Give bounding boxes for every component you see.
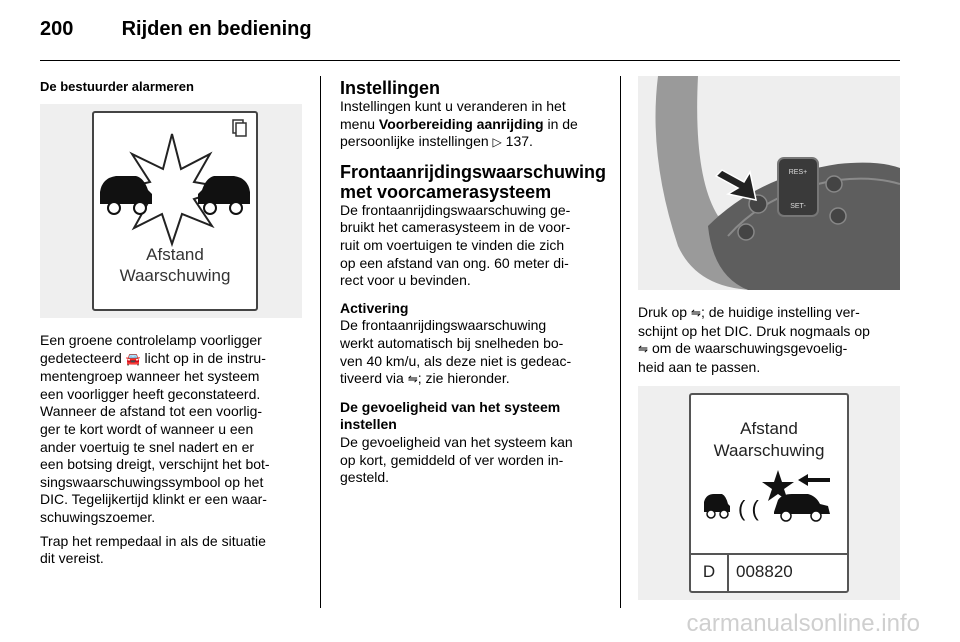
activation-line: De frontaanrijdingswaarschuwing [340,317,547,334]
sensitivity-line: De gevoeligheid van het systeem kan [340,433,573,450]
right-line: Druk op ⇋; de huidige instelling ver- [638,304,900,323]
para1-line-with-icon: gedetecteerd 🚘 licht op in de instru- [40,350,310,369]
para1-line: ander voertuig te snel nadert en er [40,438,255,455]
menu-name: Voorbereiding aanrijding [378,115,544,132]
steering-wheel-figure [638,76,900,290]
activation-subheading: Activering [340,299,409,316]
para1-line: schuwingszoemer. [40,508,156,525]
watermark: carmanualsonline.info [686,610,920,637]
para1-line: een botsing dreigt, verschijnt het bot- [40,456,270,473]
forward-collision-icon: ⇋ [690,306,701,320]
settings-line: Instellingen kunt u veranderen in het [340,98,566,114]
right-body [638,304,900,376]
steering-wheel-illustration [638,76,900,290]
right-line: ⇋ om de waarschuwingsgevoelig- [638,340,900,359]
fcw-heading-line: Frontaanrijdingswaarschuwing [340,161,607,182]
para1-line: DIC. Tegelijkertijd klinkt er een waar- [40,491,267,508]
fcw-line: op een afstand van ong. 60 meter di- [340,254,569,271]
page-number: 200 [40,18,74,40]
sensitivity-subheading-line: De gevoeligheid van het systeem [340,398,561,415]
activation-line: tiveerd via ⇋; zie hieronder. [340,370,610,389]
code-number: 008820 [736,562,793,581]
column-divider-2 [620,76,621,608]
para1-line: mentengroep wanneer het systeem [40,368,260,385]
settings-line: menu Voorbereiding aanrijding in de [340,115,578,132]
para1-line: ger te kort wordt of wanneer u een [40,420,254,437]
section-heading: De bestuurder alarmeren [40,79,194,94]
res-label: RES+ [788,169,808,176]
cancel-button-icon [826,176,842,192]
speed-button-icon [738,224,754,240]
settings-line: persoonlijke instellingen ▷ 137. [340,133,610,152]
para1-line: singswaarschuwingssymbool op het [40,473,264,490]
figure3-line2: Waarschuwing [713,441,825,460]
figure3-caption [690,418,848,462]
fcw-line: rect voor u bevinden. [340,272,471,289]
middle-column [340,78,610,487]
para1-line: een voorligger heeft geconstateerd. [40,385,261,402]
dic-display-figure [638,386,900,600]
figure1-caption [93,244,257,286]
set-label: SET- [790,203,806,210]
fcw-line: bruikt het camerasysteem in de voor- [340,219,571,236]
left-column [40,78,310,96]
fcw-line: ruit om voertuigen te vinden die zich [340,236,565,253]
sensitivity-subheading-line: instellen [340,416,397,433]
header-rule [40,60,900,61]
para2-line: dit vereist. [40,550,104,567]
fcw-heading-line: met voorcamerasysteem [340,181,552,202]
car-front-icon: 🚘 [125,351,141,366]
figure1-line1: Afstand [146,245,204,264]
figure3-line1: Afstand [740,419,798,438]
code-letter: D [702,562,716,581]
settings-heading: Instellingen [340,78,441,98]
figure1-line2: Waarschuwing [119,266,231,285]
activation-line: ven 40 km/u, als deze niet is gedeac- [340,352,572,369]
pointer-arrow-icon [716,170,756,200]
document-icon [233,120,246,136]
left-body [40,332,310,568]
forward-collision-icon: ⇋ [638,342,649,357]
activation-line: werkt automatisch bij snelheden bo- [340,334,564,351]
sensitivity-line: gesteld. [340,469,390,486]
right-line: heid aan te passen. [638,358,761,375]
forward-collision-icon: ⇋ [407,372,418,387]
right-line: schijnt op het DIC. Druk nogmaals op [638,322,870,339]
page-header [40,18,312,41]
page-reference-icon: ▷ [492,135,502,150]
chapter-title: Rijden en bediening [121,18,312,40]
para1-line: Wanneer de afstand tot een voorlig- [40,403,263,420]
para2-line: Trap het rempedaal in als de situatie [40,532,266,549]
sensitivity-line: op kort, gemiddeld of ver worden in- [340,451,564,468]
limiter-button-icon [830,208,846,224]
para1-line: Een groene controlelamp voorligger [40,332,262,348]
fcw-line: De frontaanrijdingswaarschuwing ge- [340,201,571,218]
distance-warning-figure [40,104,302,318]
wave-icon: ( ( [738,496,759,521]
column-divider-1 [320,76,321,608]
